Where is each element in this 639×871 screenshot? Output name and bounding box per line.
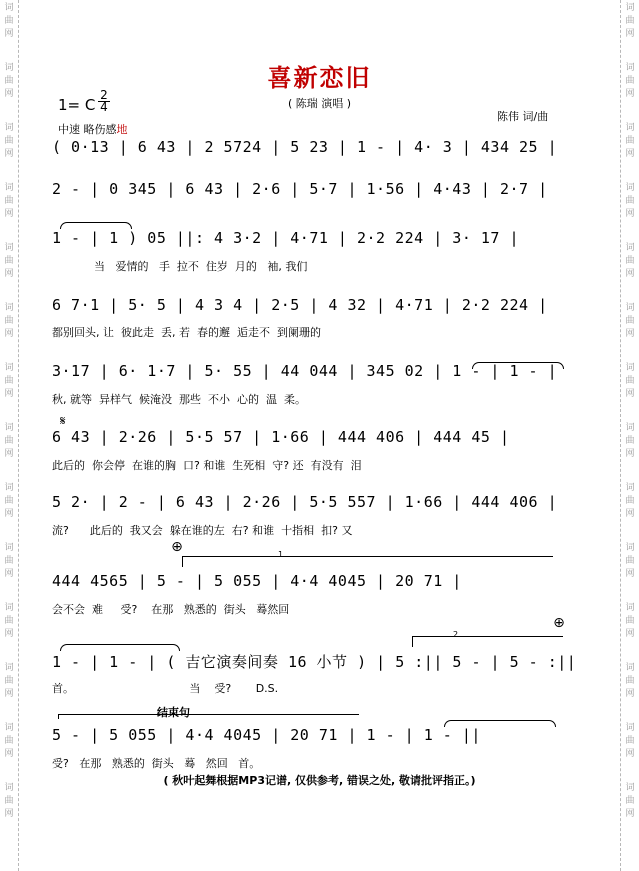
lyric-line-3: 当 爱情的 手 拉不 住岁 月的 袖, 我们 bbox=[52, 260, 308, 273]
score-line-6: 6 43 | 2·26 | 5·5 57 | 1·66 | 444 406 | 444 45 | bbox=[52, 428, 510, 446]
tempo-text: 中速 略伤感 bbox=[58, 123, 117, 136]
watermark-text: 词 曲 网 bbox=[4, 303, 14, 339]
watermark-text: 词 曲 网 bbox=[4, 783, 14, 819]
watermark-text: 词 曲 网 bbox=[625, 783, 635, 819]
score-line-3: 1 - | 1 ) 05 ||: 4 3·2 | 4·71 | 2·2 224 | 3· 17 | bbox=[52, 229, 520, 247]
song-title: 喜新恋旧 bbox=[267, 64, 372, 92]
score-line-5: 3·17 | 6· 1·7 | 5· 55 | 44 044 | 345 02 | 1 - | 1 - | bbox=[52, 362, 558, 380]
score-line-9: 1 - | 1 - | ( 吉它演奏间奏 16 小节 ) | 5 :|| 5 - | 5 - :|| bbox=[52, 653, 577, 671]
volta-bracket-2 bbox=[412, 630, 563, 647]
coda-sign-1: ⊕ bbox=[171, 539, 183, 555]
lyric-line-4: 都别回头, 让 彼此走 丢, 若 春的邂 逅走不 到阑珊的 bbox=[52, 326, 321, 339]
ending-bracket bbox=[58, 714, 359, 719]
time-top: 2 bbox=[98, 90, 110, 102]
score-line-10: 5 - | 5 055 | 4·4 4045 | 20 71 | 1 - | 1 - || bbox=[52, 726, 481, 744]
watermark-text: 词 曲 网 bbox=[4, 423, 14, 459]
score-line-1: ( 0·13 | 6 43 | 2 5724 | 5 23 | 1 - | 4· 3 | 434 25 | bbox=[52, 138, 558, 156]
score-line-2: 2 - | 0 345 | 6 43 | 2·6 | 5·7 | 1·56 | 4·43 | 2·7 | bbox=[52, 180, 548, 198]
lyric-line-7: 流? 此后的 我又会 躲在谁的左 右? 和谁 十指相 扣? 又 bbox=[52, 524, 353, 537]
left-watermark-strip bbox=[0, 0, 19, 871]
volta-2-label: 2 bbox=[453, 630, 459, 639]
segno-sign: 𝄋 bbox=[60, 414, 66, 429]
watermark-text: 词 曲 网 bbox=[4, 243, 14, 279]
slur bbox=[472, 362, 564, 369]
watermark-text: 词 曲 网 bbox=[625, 663, 635, 699]
lyric-line-8: 会不会 难 受? 在那 熟悉的 街头 蓦然回 bbox=[52, 603, 290, 616]
right-watermark-strip bbox=[620, 0, 639, 871]
lyric-line-9: 首。 当 受? D.S. bbox=[52, 682, 279, 695]
volta-1-label: 1 bbox=[278, 550, 284, 559]
score-line-8: 444 4565 | 5 - | 5 055 | 4·4 4045 | 20 71 | bbox=[52, 572, 462, 590]
time-bottom: 4 bbox=[100, 100, 108, 114]
watermark-text: 词 曲 网 bbox=[625, 363, 635, 399]
watermark-text: 词 曲 网 bbox=[4, 483, 14, 519]
watermark-text: 词 曲 网 bbox=[625, 63, 635, 99]
watermark-text: 词 曲 网 bbox=[625, 243, 635, 279]
watermark-text: 词 曲 网 bbox=[625, 123, 635, 159]
watermark-text: 词 曲 网 bbox=[625, 543, 635, 579]
coda-sign-2: ⊕ bbox=[553, 615, 565, 631]
lyric-line-6: 此后的 你会停 在谁的胸 口? 和谁 生死相 守? 还 有没有 泪 bbox=[52, 459, 362, 472]
watermark-text: 词 曲 网 bbox=[4, 183, 14, 219]
score-line-7: 5 2· | 2 - | 6 43 | 2·26 | 5·5 557 | 1·66 | 444 406 | bbox=[52, 493, 558, 511]
watermark-text: 词 曲 网 bbox=[4, 723, 14, 759]
watermark-text: 词 曲 网 bbox=[4, 363, 14, 399]
volta-bracket-1 bbox=[182, 550, 553, 567]
lyric-line-5: 秋, 就等 异样气 候淹没 那些 不小 心的 温 柔。 bbox=[52, 393, 306, 406]
composer-credit: 陈伟 词/曲 bbox=[497, 110, 549, 123]
watermark-text: 词 曲 网 bbox=[625, 303, 635, 339]
watermark-text: 词 曲 网 bbox=[4, 543, 14, 579]
score-line-4: 6 7·1 | 5· 5 | 4 3 4 | 2·5 | 4 32 | 4·71 | 2·2 224 | bbox=[52, 296, 548, 314]
slur bbox=[60, 644, 180, 651]
slur bbox=[60, 222, 132, 229]
key-signature: 1= C bbox=[58, 96, 96, 114]
watermark-text: 词 曲 网 bbox=[4, 603, 14, 639]
lyric-line-10: 受? 在那 熟悉的 街头 蓦 然回 首。 bbox=[52, 757, 261, 770]
watermark-text: 词 曲 网 bbox=[625, 483, 635, 519]
tempo-mark: 地 bbox=[116, 123, 128, 136]
watermark-text: 词 曲 网 bbox=[625, 183, 635, 219]
ending-label: 结束句 bbox=[157, 706, 190, 719]
time-signature bbox=[98, 90, 110, 113]
singer-credit: ( 陈瑞 演唱 ) bbox=[287, 97, 352, 110]
tempo-marking bbox=[58, 121, 128, 137]
watermark-text: 词 曲 网 bbox=[4, 123, 14, 159]
watermark-text: 词 曲 网 bbox=[4, 663, 14, 699]
watermark-text: 词 曲 网 bbox=[625, 603, 635, 639]
watermark-text: 词 曲 网 bbox=[625, 723, 635, 759]
watermark-text: 词 曲 网 bbox=[625, 3, 635, 39]
footer-note: ( 秋叶起舞根据MP3记谱, 仅供参考, 错误之处, 敬请批评指正。) bbox=[163, 774, 476, 787]
slur bbox=[444, 720, 556, 727]
watermark-text: 词 曲 网 bbox=[4, 63, 14, 99]
watermark-text: 词 曲 网 bbox=[625, 423, 635, 459]
watermark-text: 词 曲 网 bbox=[4, 3, 14, 39]
